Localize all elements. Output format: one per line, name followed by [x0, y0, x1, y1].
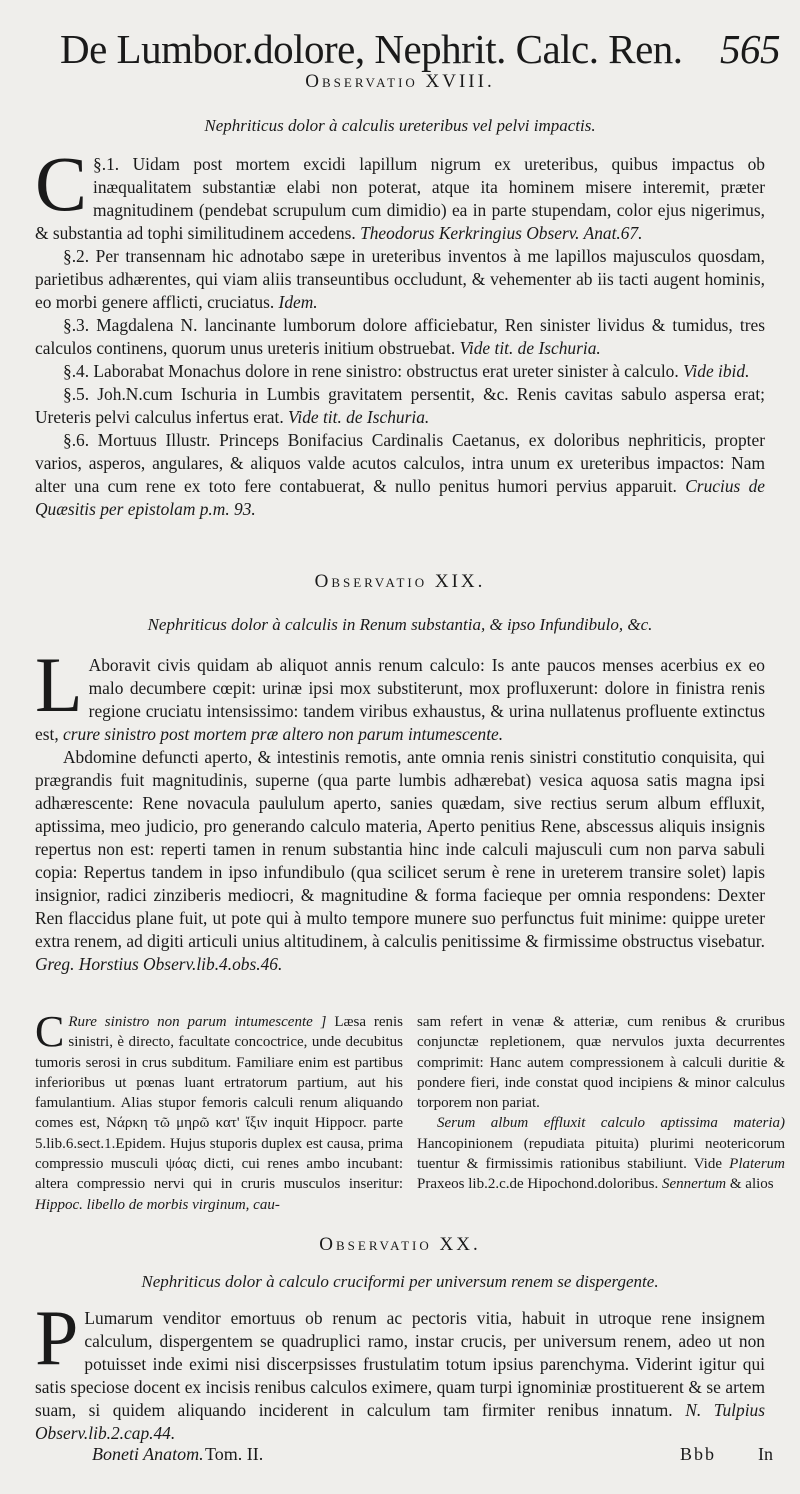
observation-19-title: Observatio XIX.: [314, 571, 486, 592]
citation: Vide ibid.: [683, 361, 750, 381]
observation-18-paragraph-6: §.6. Mortuus Illustr. Princeps Bonifacius Cardinalis Caetanus, ex doloribus nephriticis, propter varios, asperos, angulares, & aliquos valde acutos calculos, intra unum ex ureteribus impactos: Nam alter una cum rene ex toto fere contabuerat, & nullo penitus humori pervius apparuit. Crucius de Quæsitis per epistolam p.m. 93.: [35, 430, 765, 519]
observation-20-title: Observatio XX.: [319, 1234, 481, 1255]
page-footer: [0, 1444, 800, 1474]
citation: Hippoc. libello de morbis virginum, cau-: [35, 1196, 280, 1213]
observation-19-paragraph-2: Abdomine defuncti aperto, & intestinis remotis, ante omnia renis sinistri constitutio conquisita, qui prægrandis fuit magnitudinis, superne (qua parte lumbis adhærebat) vesica aquosa satis magna ipsi adhærescente: Rene novacula paululum aperto, sanies quædam, sive rectius serum album effluxit, aptissima, meo judicio, pro generando calculo materia, Aperto penitius Rene, abscessus aliquis insignis repertus non est: reperti tamen in renum substantia hinc inde calculi majusculi cum non parva sabuli copia: Repertus tandem in ipso infundibulo (qua scilicet serum è rene in ureterem transire solet) lapis insignior, radici zinziberis mediocri, & magnitudine & forma facieque per omnia respondens: Dexter Ren flaccidus plane fuit, ut pote qui à multo tempore munere suo perfunctus fuit minime: quippe ureter extra renem, ad digiti articuli unius altitudinem, à calculis penitissime & firmissime obstructus visebatur. Greg. Horstius Observ.lib.4.obs.46.: [35, 747, 765, 974]
lemma: Serum album effluxit calculo aptissima materia): [437, 1115, 785, 1132]
observation-18-paragraph-5: §.5. Joh.N.cum Ischuria in Lumbis gravitatem persentit, &c. Renis cavitas sabulo aspersa erat; Ureteris pelvi calculus infertus erat. Vide tit. de Ischuria.: [35, 384, 765, 427]
signature-mark: Boneti Anatom.: [92, 1444, 204, 1464]
citation: Greg. Horstius Observ.lib.4.obs.46.: [35, 954, 283, 974]
drop-cap: L: [35, 641, 83, 728]
tome-mark: Tom. II.: [205, 1444, 264, 1464]
citation: Vide tit. de Ischuria.: [288, 407, 430, 427]
observation-18-paragraph-2: §.2. Per transennam hic adnotabo sæpe in ureteribus inventos à me lapillos majusculos quosdam, parietibus adhærentes, qui viam aliis transeuntibus occludunt, & vehementer ab iis tacti augent hominis, eo morbi genere afflicti, cruciatus. Idem.: [35, 246, 765, 312]
drop-cap: C: [35, 1007, 65, 1056]
drop-cap: C: [35, 140, 88, 227]
observation-18-paragraph-1: §.1. C Uidam post mortem excidi lapillum nigrum ex ureteribus, quibus impactus ob inæqualitatem substantiæ elabi non poterat, atque ita hominem misere interemit, præter magnitudinem (pendebat scrupulum cum dimidio) ea in parte stupendam, color ejus nigerimus, & substantia ad tophi similitudinem accedens. Theodorus Kerkringius Observ. Anat.67.: [35, 140, 765, 243]
observation-18-subtitle: Nephriticus dolor à calculis ureteribus vel pelvi impactis.: [204, 116, 596, 135]
observation-20-body: [35, 1294, 765, 1445]
section-mark: §.1.: [93, 154, 120, 174]
observation-18-title: Observatio XVIII.: [305, 71, 495, 92]
observation-20-paragraph-1: P Lumarum venditor emortuus ob renum ac pectoris vitia, habuit in utroque rene insignem calculum, dispergentem se quadruplici ramo, instar crucis, per universum renem, adeo ut non potuisset inde eximi nisi discerpsisses frustulatim totum ipsius parenchyma. Viderint igitur qui satis speciose docent ex incisis renibus calculos eximere, quam turpi ignominiæ prostituerent & se artem suam, si quidem aliquando inciderent in calculum tam firmiter renibus innatum. N. Tulpius Observ.lib.2.cap.44.: [35, 1294, 765, 1443]
commentary-right-column: sam refert in venæ & atteriæ, cum renibus & cruribus conjunctæ repletionem, quæ nervulos juxta decurrentes comprimit: Hanc autem compressionem à calculi duritie & pondere fieri, inde constat quod incipiens & minor calculus torporem non pariat. Serum album effluxit calculo aptissima materia) Hancopinionem (repudiata pituita) plurimi neotericorum tuentur & firmissimis rationibus stabiliunt. Vide Platerum Praxeos lib.2.c.de Hipochond.doloribus. Sennertum & alios: [417, 1014, 785, 1193]
citation: Theodorus Kerkringius Observ. Anat.67.: [360, 223, 643, 243]
observation-19-paragraph-1: L Aboravit civis quidam ab aliquot annis renum calculo: Is ante paucos menses acerbius ex eo malo decumbere cœpit: urinæ ipsi mox substiterunt, mox profluxerunt: dolore in finistra renis regione cruciatu intensissimo: tandem viribus exhaustus, & urina nullatenus profluente extinctus est, crure sinistro post mortem præ altero non parum intumescente.: [35, 641, 765, 744]
observation-18-paragraph-3: §.3. Magdalena N. lancinante lumborum dolore afficiebatur, Ren sinister lividus & tumidus, tres calculos continens, quorum unus ureteris initium obstruebat. Vide tit. de Ischuria.: [35, 315, 765, 358]
observation-19-subtitle: Nephriticus dolor à calculis in Renum substantia, & ipso Infundibulo, &c.: [147, 615, 653, 634]
citation: Crucius de Quæsitis per epistolam p.m. 93.: [35, 476, 765, 519]
drop-cap: P: [35, 1294, 79, 1381]
observation-20-subtitle: Nephriticus dolor à calculo cruciformi per universum renem se dispergente.: [141, 1272, 659, 1291]
commentary-left-column: C Rure sinistro non parum intumescente ] Læsa renis sinistri, è directo, facultate concoctrice, unde decubitus tumoris serosi in crus subditum. Familiare enim est partibus inferioribus ut pœnas luant ertratorum partium, aut his famulantium. Alias stupor femoris calculi renum aliquando comes est, Νάρκη τῶ μηρῶ κατ' ἴξιν inquit Hippocr. parte 5.lib.6.sect.1.Epidem. Hujus stuporis duplex est causa, prima compressio musculi ψόας dicti, cui renes ambo incubant: altera compressio nervi qui in cruris musculos inseritur: Hippoc. libello de morbis virginum, cau-: [35, 1007, 404, 1213]
gathering-mark: Bbb: [680, 1444, 717, 1464]
running-title: De Lumbor.dolore, Nephrit. Calc. Ren.: [60, 26, 683, 72]
lemma: Rure sinistro non parum intumescente ]: [68, 1014, 327, 1030]
observation-19-body: [35, 641, 765, 976]
citation: N. Tulpius Observ.lib.2.cap.44.: [35, 1400, 765, 1443]
running-header: [60, 24, 780, 74]
observation-18-paragraph-4: §.4. Laborabat Monachus dolore in rene sinistro: obstructus erat ureter sinister à calculo. Vide ibid.: [63, 361, 750, 381]
citation: Idem.: [278, 292, 318, 312]
catchword: In: [758, 1444, 773, 1464]
citation: Vide tit. de Ischuria.: [459, 338, 601, 358]
observation-18-body: [35, 140, 765, 521]
page-number: 565: [720, 26, 780, 72]
